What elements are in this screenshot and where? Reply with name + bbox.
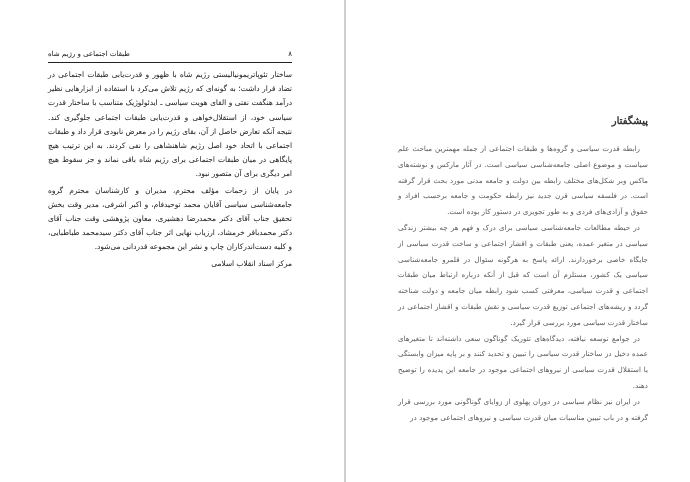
body-paragraph: ساختار تئوپاتریمونیالیستی رژیم شاه با ظهور و قدرت‌یابی طبقات اجتماعی در تضاد قرار داشت؛ به گونه‌ای که رژیم تلاش می‌کرد با استفاده از ابزارهایی نظیر درآمد هنگفت نفتی و القای هویت سیاسی ـ ایدئولوژیک متناسب با ساختار قدرت سیاسی خود، از استقلال‌خواهی و قدرت‌یابی طبقات اجتماعی جلوگیری کند. نتیجه آنکه تعارض حاصل از آن، بقای رژیم را در معرض نابودی قرار داد و طبقات اجتماعی با اتحاد خود اصل رژیم شاهنشاهی را نفی کردند. به این ترتیب هیچ پایگاهی در میان طبقات اجتماعی برای رژیم شاه باقی نماند و جز سقوط هیچ امر دیگری برای آن متصور نبود. [48, 70, 292, 179]
signature: مرکز اسناد انقلاب اسلامی [211, 258, 292, 268]
left-page-body [48, 68, 292, 273]
page-header [48, 50, 292, 58]
chapter-title: پیشگفتار [611, 116, 648, 127]
right-page [346, 0, 690, 482]
running-header-title: طبقات اجتماعی و رژیم شاه [48, 50, 130, 58]
body-paragraph: در ایران نیز نظام سیاسی در دوران پهلوی از زوایای گوناگونی مورد بررسی قرار گرفته و در باب تبیین مناسبات میان قدرت سیاسی و نیروهای اجتماعی موجود در [398, 396, 648, 422]
right-page-body [398, 141, 648, 425]
left-page [0, 0, 344, 482]
body-paragraph: در حیطه مطالعات جامعه‌شناسی سیاسی برای درک و فهم هر چه بیشتر زندگی سیاسی در متغیر عمده، یعنی طبقات و اقشار اجتماعی و ساخت قدرت سیاسی از جایگاه خاصی برخوردارند. ارائه پاسخ به هرگونه سئوال در قلمرو جامعه‌شناسی سیاسی یک کشور، مستلزم آن است که قبل از آنکه درباره ارتباط میان طبقات اجتماعی و قدرت سیاسی، معرفتی کسب شود رابطه میان جامعه و دولت شناخته گردد و ریشه‌های اجتماعی توزیع قدرت سیاسی و نقش طبقات و اقشار اجتماعی در ساختار قدرت سیاسی مورد بررسی قرار گیرد. [398, 222, 648, 327]
page-number: ۸ [288, 50, 292, 58]
header-rule [48, 62, 292, 63]
body-paragraph: رابطه قدرت سیاسی و گروه‌ها و طبقات اجتماعی از جمله مهمترین مباحث علم سیاست و موضوع اصلی جامعه‌شناسی سیاسی است. در آثار مارکس و نوشته‌های ماکس وبر شکل‌های مختلف رابطه بین دولت و جامعه مدنی مورد بحث قرار گرفته است. در فلسفه سیاسی قرن جدید نیز رابطه حکومت و جامعه برحسب افراد و حقوق و آزادی‌های فردی و به طور تجویزی در دستور کار بوده است. [398, 144, 648, 217]
body-paragraph: در پایان از زحمات مؤلف محترم، مدیران و کارشناسان محترم گروه جامعه‌شناسی سیاسی آقایان محمد توحیدفام، و اکبر اشرفی، مدیر وقت بخش تحقیق جناب آقای دکتر محمدرضا دهشیری، معاون پژوهشی وقت جناب آقای دکتر محمدباقر خرمشاد، ارزیاب نهایی اثر جناب آقای دکتر سیدمحمد طباطبایی، و کلیه دست‌اندرکاران چاپ و نشر این مجموعه قدردانی می‌شود. [48, 185, 292, 252]
body-paragraph: در جوامع توسعه نیافته، دیدگاه‌های تئوریک گوناگون سعی داشته‌اند تا متغیرهای عمده دخیل در ساختار قدرت سیاسی را تبیین و تحدید کنند و بر پایه میزان وابستگی یا استقلال قدرت سیاسی از نیروهای اجتماعی موجود در جامعه این پدیده را توضیح دهند. [398, 333, 648, 390]
